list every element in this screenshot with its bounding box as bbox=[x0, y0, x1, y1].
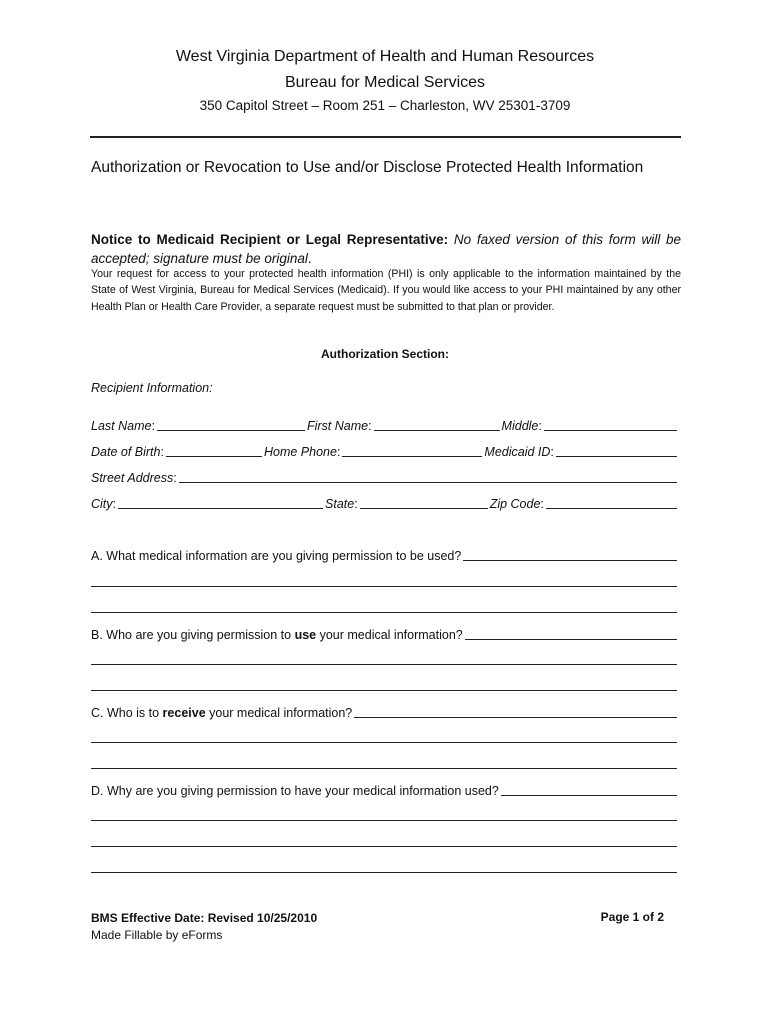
state-field[interactable] bbox=[360, 495, 488, 509]
question-b-emphasis: use bbox=[294, 628, 317, 642]
zip-field[interactable] bbox=[546, 495, 677, 509]
medicaid-id-field[interactable] bbox=[556, 443, 677, 457]
address-row bbox=[91, 467, 679, 485]
home-phone-field[interactable] bbox=[342, 443, 482, 457]
notice-warning: No faxed version of this form will be accepted; signature must be original bbox=[91, 232, 681, 266]
state-label: State bbox=[325, 497, 355, 511]
question-a-line-2[interactable] bbox=[91, 586, 677, 587]
question-b-field[interactable] bbox=[465, 626, 677, 640]
colon: : bbox=[112, 497, 117, 511]
question-a bbox=[91, 545, 679, 563]
dob-row bbox=[91, 441, 679, 459]
question-a-line-3[interactable] bbox=[91, 612, 677, 613]
question-d-field[interactable] bbox=[501, 782, 677, 796]
header-divider bbox=[90, 136, 681, 138]
home-phone-label: Home Phone bbox=[263, 445, 337, 459]
question-b-label bbox=[91, 628, 463, 642]
colon: : bbox=[550, 445, 554, 459]
question-c bbox=[91, 702, 679, 720]
question-c-line-3[interactable] bbox=[91, 768, 677, 769]
city-row bbox=[91, 493, 679, 511]
city-field[interactable] bbox=[118, 495, 323, 509]
question-a-field[interactable] bbox=[463, 547, 677, 561]
question-d bbox=[91, 780, 679, 798]
colon: : bbox=[368, 419, 372, 433]
colon: : bbox=[336, 445, 341, 459]
footer-info bbox=[91, 910, 317, 944]
fillable-note: Made Fillable by eForms bbox=[91, 928, 223, 942]
colon: : bbox=[538, 419, 542, 433]
question-b-text: B. Who are you giving permission to bbox=[91, 628, 295, 642]
notice-paragraph bbox=[91, 230, 681, 268]
question-d-line-4[interactable] bbox=[91, 872, 677, 873]
dob-label: Date of Birth bbox=[91, 445, 161, 459]
last-name-field[interactable] bbox=[157, 417, 305, 431]
page-number: Page 1 of 2 bbox=[600, 910, 664, 924]
intro-paragraph: Your request for access to your protected health information (PHI) is only applicable to the information maintained by the State of West Virginia, Bureau for Medical Services (Medicaid). If you would like access to your PHI maintained by any other Health Plan or Health Care Provider, a separate request must be submitted to that plan or provider. bbox=[91, 268, 681, 313]
city-label: City bbox=[91, 497, 113, 511]
form-title: Authorization or Revocation to Use and/or Disclose Protected Health Information bbox=[91, 159, 644, 176]
department-name: West Virginia Department of Health and Human Resources bbox=[175, 48, 595, 65]
question-c-text-end: your medical information? bbox=[205, 706, 353, 720]
bureau-name: Bureau for Medical Services bbox=[284, 74, 486, 91]
question-b bbox=[91, 624, 679, 642]
last-name-label: Last Name bbox=[91, 419, 152, 433]
recipient-info-label: Recipient Information: bbox=[91, 381, 213, 395]
colon: : bbox=[160, 445, 164, 459]
effective-date: BMS Effective Date: Revised 10/25/2010 bbox=[91, 911, 318, 925]
name-row bbox=[91, 415, 679, 433]
question-d-line-2[interactable] bbox=[91, 820, 677, 821]
colon: : bbox=[540, 497, 544, 511]
middle-label: Middle bbox=[501, 419, 539, 433]
colon: : bbox=[354, 497, 358, 511]
question-b-line-3[interactable] bbox=[91, 690, 677, 691]
address-line: 350 Capitol Street – Room 251 – Charleston, WV 25301-3709 bbox=[199, 98, 571, 113]
street-address-field[interactable] bbox=[179, 469, 677, 483]
notice-period: . bbox=[307, 251, 312, 266]
question-c-field[interactable] bbox=[354, 704, 677, 718]
question-d-label: D. Why are you giving permission to have your medical information used? bbox=[91, 784, 499, 798]
question-c-line-2[interactable] bbox=[91, 742, 677, 743]
colon: : bbox=[151, 419, 155, 433]
first-name-label: First Name bbox=[306, 419, 369, 433]
question-c-label bbox=[91, 706, 352, 720]
question-c-text: C. Who is to bbox=[91, 706, 163, 720]
middle-field[interactable] bbox=[544, 417, 677, 431]
question-d-line-3[interactable] bbox=[91, 846, 677, 847]
street-address-label: Street Address bbox=[91, 471, 174, 485]
question-b-line-2[interactable] bbox=[91, 664, 677, 665]
question-b-text-end: your medical information? bbox=[316, 628, 463, 642]
colon: : bbox=[173, 471, 177, 485]
authorization-heading: Authorization Section: bbox=[321, 347, 449, 361]
dob-field[interactable] bbox=[166, 443, 262, 457]
first-name-field[interactable] bbox=[374, 417, 500, 431]
question-c-emphasis: receive bbox=[162, 706, 206, 720]
notice-heading: Notice to Medicaid Recipient or Legal Representative: bbox=[91, 232, 449, 247]
question-a-label: A. What medical information are you giving permission to be used? bbox=[91, 549, 462, 563]
medicaid-id-label: Medicaid ID bbox=[484, 445, 551, 459]
zip-label: Zip Code bbox=[489, 497, 541, 511]
